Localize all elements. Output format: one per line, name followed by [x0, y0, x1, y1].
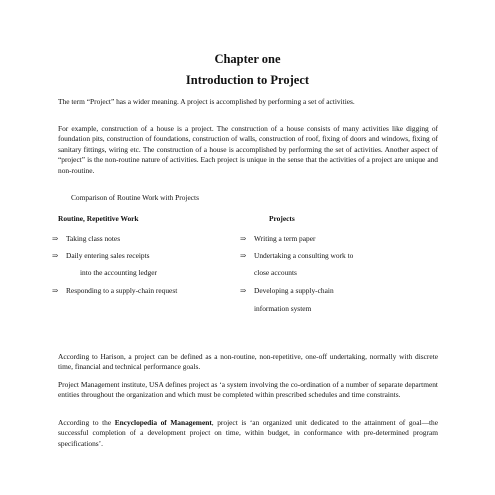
routine-item: ⇒ Daily entering sales receipts	[52, 251, 150, 260]
paragraph-harison-definition: According to Harison, a project can be defined as a non-routine, non-repetitive, one-off undertaking, normally with discrete time, financial and technical performance goals.	[58, 352, 438, 372]
project-item: ⇒ Writing a term paper	[240, 234, 316, 243]
arrow-icon: ⇒	[240, 251, 247, 260]
arrow-icon: ⇒	[52, 234, 59, 243]
paragraph-pmi-definition: Project Management institute, USA defines project as ‘a system involving the co-ordination of a number of separate department entities throughout the organization and which must be completed within prescribed schedules and time constraints.	[58, 380, 438, 400]
paragraph-intro: The term “Project” has a wider meaning. A project is accomplished by performing a set of activities.	[58, 97, 355, 106]
chapter-title: Introduction to Project	[185, 73, 310, 87]
routine-item: ⇒ Taking class notes	[52, 234, 121, 243]
projects-column-heading: Projects	[269, 214, 295, 223]
project-item: ⇒ Undertaking a consulting work to	[240, 251, 354, 260]
encyclopedia-reference: Encyclopedia of Management	[114, 418, 212, 427]
arrow-icon: ⇒	[240, 234, 247, 243]
routine-item: ⇒ Responding to a supply-chain request	[52, 286, 178, 295]
arrow-icon: ⇒	[52, 286, 59, 295]
routine-item-continued: into the accounting ledger	[80, 268, 157, 277]
project-item-continued: close accounts	[254, 268, 297, 277]
routine-column-heading: Routine, Repetitive Work	[58, 214, 139, 223]
chapter-heading: Chapter one	[214, 52, 281, 66]
arrow-icon: ⇒	[240, 286, 247, 295]
comparison-caption: Comparison of Routine Work with Projects	[71, 193, 199, 202]
paragraph-encyclopedia-definition: According to the Encyclopedia of Management, project is ‘an organized unit dedicated to the attainment of goal—the successful completion of a development project on time, within budget, in conformance with pre-determined program specifications’.	[58, 418, 438, 448]
project-item: ⇒ Developing a supply-chain	[240, 286, 334, 295]
arrow-icon: ⇒	[52, 251, 59, 260]
paragraph-house-example: For example, construction of a house is a project. The construction of a house consists of many activities like digging of foundation pits, construction of foundations, construction of walls, construction of roof, fixing of doors and windows, fixing of sanitary fittings, wiring etc. The construction of a house is accomplished by performing the set of activities. Another aspect of “project” is the non-routine nature of activities. Each project is unique in the sense that the activities of a project are unique and non-routine.	[58, 124, 438, 175]
project-item-continued: information system	[254, 304, 312, 313]
